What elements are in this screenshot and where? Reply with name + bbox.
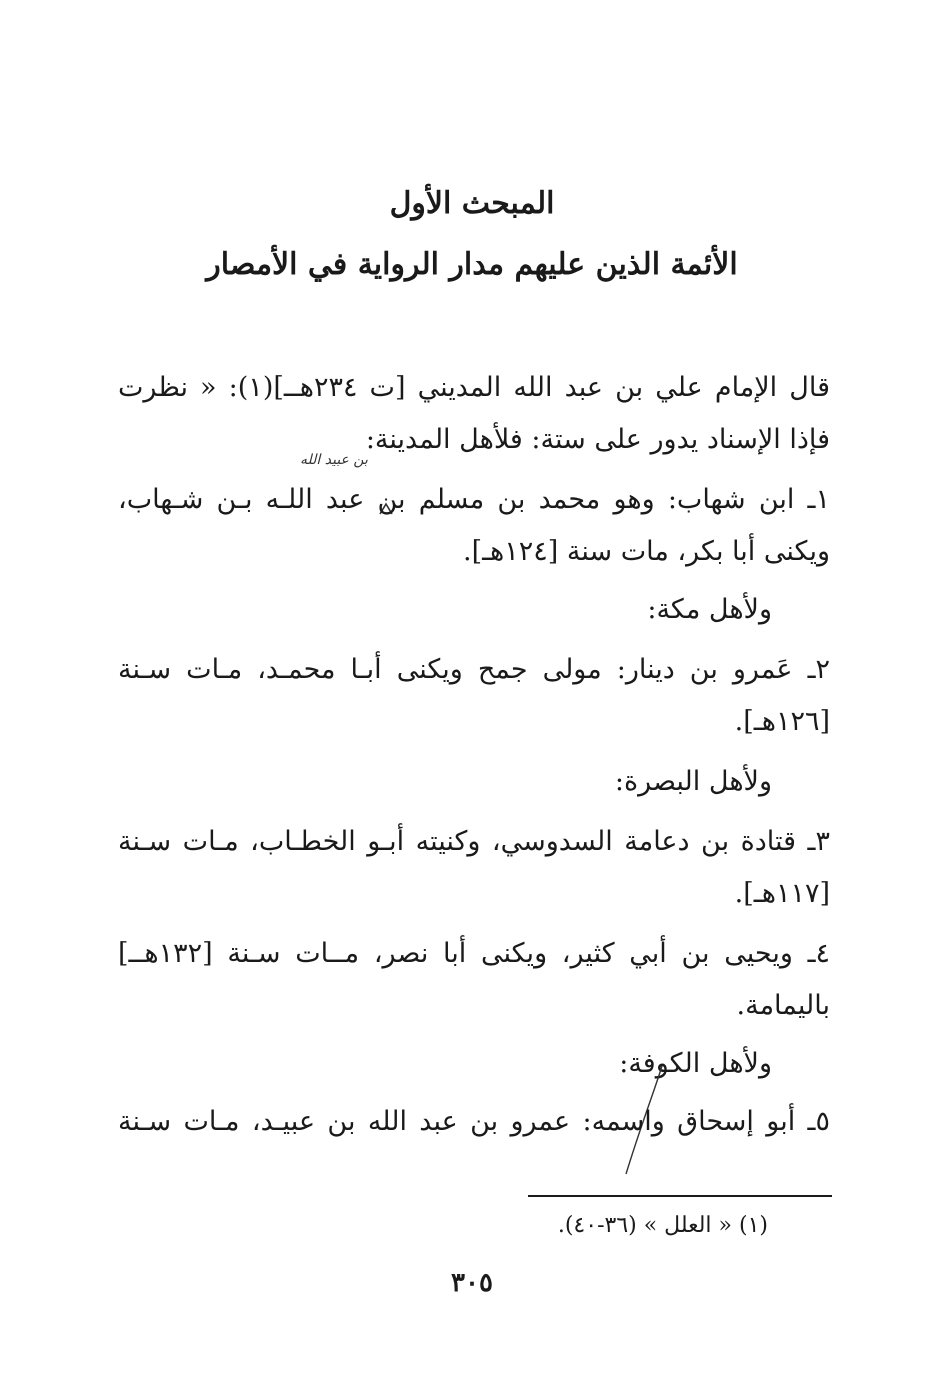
list-item-3: ٣ـ قتادة بن دعامة السدوسي، وكنيته أبـو الخطـاب، مـات سـنة bbox=[118, 826, 830, 857]
list-item-4-cont: باليمامة. bbox=[736, 990, 830, 1021]
list-item-4: ٤ـ ويحيى بن أبي كثير، ويكنى أبا نصر، مــات سـنة [١٣٢هــ] bbox=[118, 938, 831, 969]
section-label-basra: ولأهل البصرة: bbox=[614, 766, 772, 797]
footnote-separator bbox=[528, 1195, 832, 1197]
list-item-2-cont: [١٢٦هـ]. bbox=[734, 706, 830, 737]
chapter-subtitle: الأئمة الذين عليهم مدار الرواية في الأمصار bbox=[206, 247, 738, 282]
paragraph-line: فإذا الإسناد يدور على ستة: فلأهل المدينة: bbox=[365, 424, 830, 455]
list-item-1: ١ـ ابن شهاب: وهو محمد بن مسلم بن عبد اللـه بـن شـهاب، bbox=[118, 484, 830, 515]
page-number: ٣٠٥ bbox=[451, 1268, 493, 1298]
list-item-1-cont: ويكنى أبا بكر، مات سنة [١٢٤هـ]. bbox=[463, 536, 830, 567]
list-item-3-cont: [١١٧هـ]. bbox=[734, 878, 830, 909]
section-label-kufa: ولأهل الكوفة: bbox=[619, 1048, 772, 1079]
footnote: (١) « العلل » (٣٦-٤٠). bbox=[557, 1213, 768, 1238]
paragraph-line: قال الإمام علي بن عبد الله المديني [ت ٢٣٤هــ](١): « نظرت bbox=[118, 372, 830, 403]
list-item-5: ٥ـ أبو إسحاق واسمه: عمرو بن عبد الله بن عبيـد، مـات سـنة bbox=[118, 1106, 830, 1137]
list-item-2: ٢ـ عَمرو بن دينار: مولى جمح ويكنى أبـا محمـد، مـات سـنة bbox=[118, 654, 830, 685]
chapter-title: المبحث الأول bbox=[389, 186, 555, 221]
section-label-mecca: ولأهل مكة: bbox=[647, 594, 772, 625]
handwritten-annotation: بن عبيد الله bbox=[300, 452, 368, 468]
